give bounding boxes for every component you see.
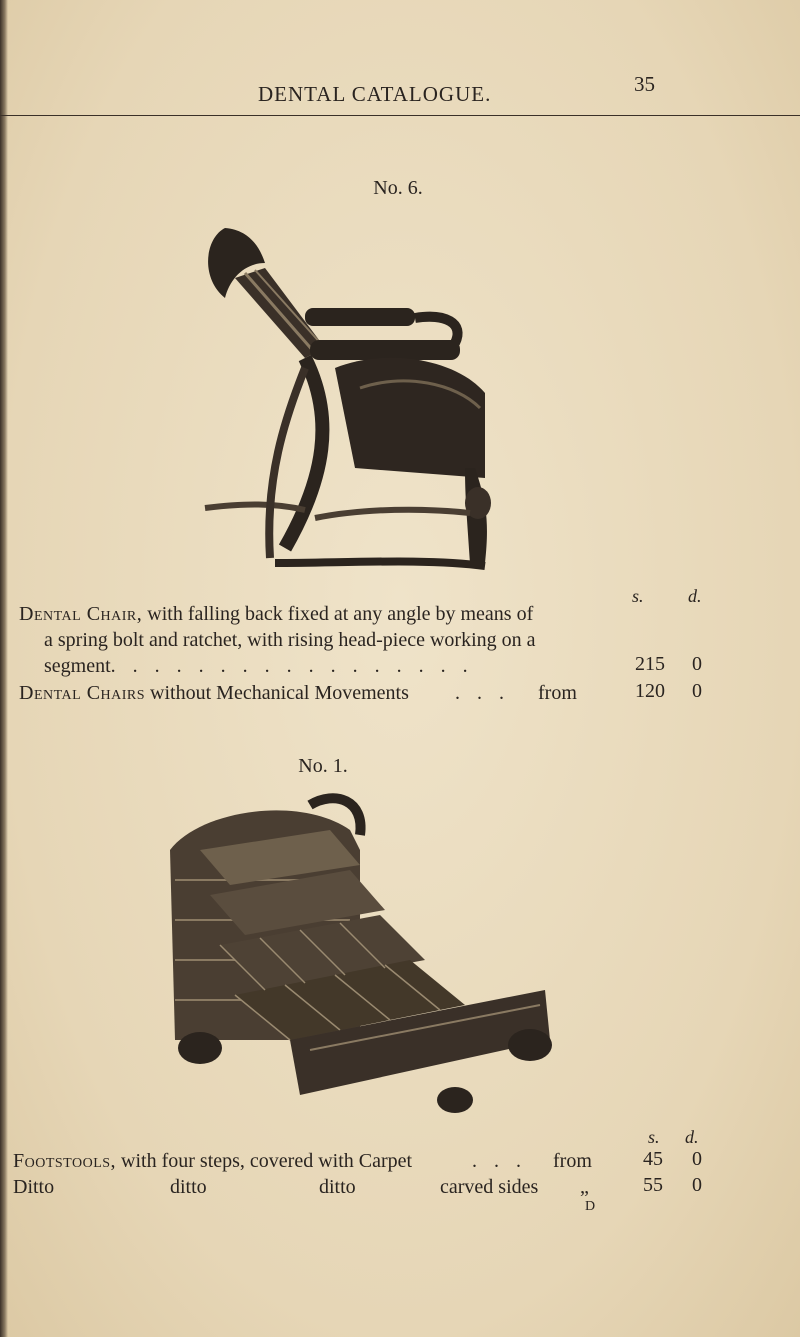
ditto-mark: „ — [580, 1176, 589, 1198]
entry-desc: without Mechanical Movements — [150, 682, 409, 704]
shillings-heading: s. — [648, 1127, 660, 1147]
price-shillings: 120 — [635, 680, 665, 702]
shillings-heading: s. — [632, 586, 644, 606]
pence-heading: d. — [685, 1127, 699, 1147]
dot-leader: . . . . . . . . . . . . . . . . . — [110, 655, 474, 677]
from-word: from — [553, 1150, 592, 1172]
dot-leader: . . . — [472, 1150, 527, 1172]
book-spine-shadow — [0, 0, 8, 1337]
page-number: 35 — [634, 72, 655, 96]
price-pence: 0 — [692, 1174, 702, 1196]
entry-name: Dental Chairs — [19, 682, 146, 704]
entry-name: Footstools, — [13, 1150, 117, 1172]
entry-desc: with falling back fixed at any angle by means of — [147, 603, 534, 625]
header-rule — [0, 115, 800, 116]
entry-dental-chair-line2: a spring bolt and ratchet, with rising head-piece working on a — [44, 629, 536, 651]
dental-chair-engraving-icon — [185, 218, 515, 573]
figure-label-no6: No. 6. — [373, 177, 423, 199]
entry-desc: segment — [44, 655, 111, 677]
page-header — [0, 72, 800, 112]
entry-footstools — [13, 1148, 412, 1174]
price-shillings: 55 — [643, 1174, 663, 1196]
footstool-engraving-icon — [160, 790, 555, 1115]
ditto-col1: Ditto — [13, 1176, 55, 1198]
entry-dental-chairs-plain — [19, 680, 409, 706]
figure-label-no1: No. 1. — [298, 755, 348, 777]
ditto-col2: ditto — [170, 1176, 207, 1198]
entry-desc: with four steps, covered with Carpet — [121, 1150, 413, 1172]
entry-name: Dental Chair, — [19, 603, 143, 625]
ditto-col3: ditto — [319, 1176, 356, 1198]
price-shillings: 45 — [643, 1148, 663, 1170]
pence-heading: d. — [688, 586, 702, 606]
price-pence: 0 — [692, 680, 702, 702]
from-word: from — [538, 682, 577, 704]
price-pence: 0 — [692, 1148, 702, 1170]
signature-mark: D — [585, 1199, 596, 1214]
entry-dental-chair-line3 — [44, 653, 474, 679]
ditto-col4: carved sides — [440, 1176, 539, 1198]
entry-dental-chair-line1 — [19, 601, 533, 627]
price-shillings: 215 — [635, 653, 665, 675]
running-title: DENTAL CATALOGUE. — [258, 82, 492, 106]
dot-leader: . . . — [455, 682, 510, 704]
price-pence: 0 — [692, 653, 702, 675]
